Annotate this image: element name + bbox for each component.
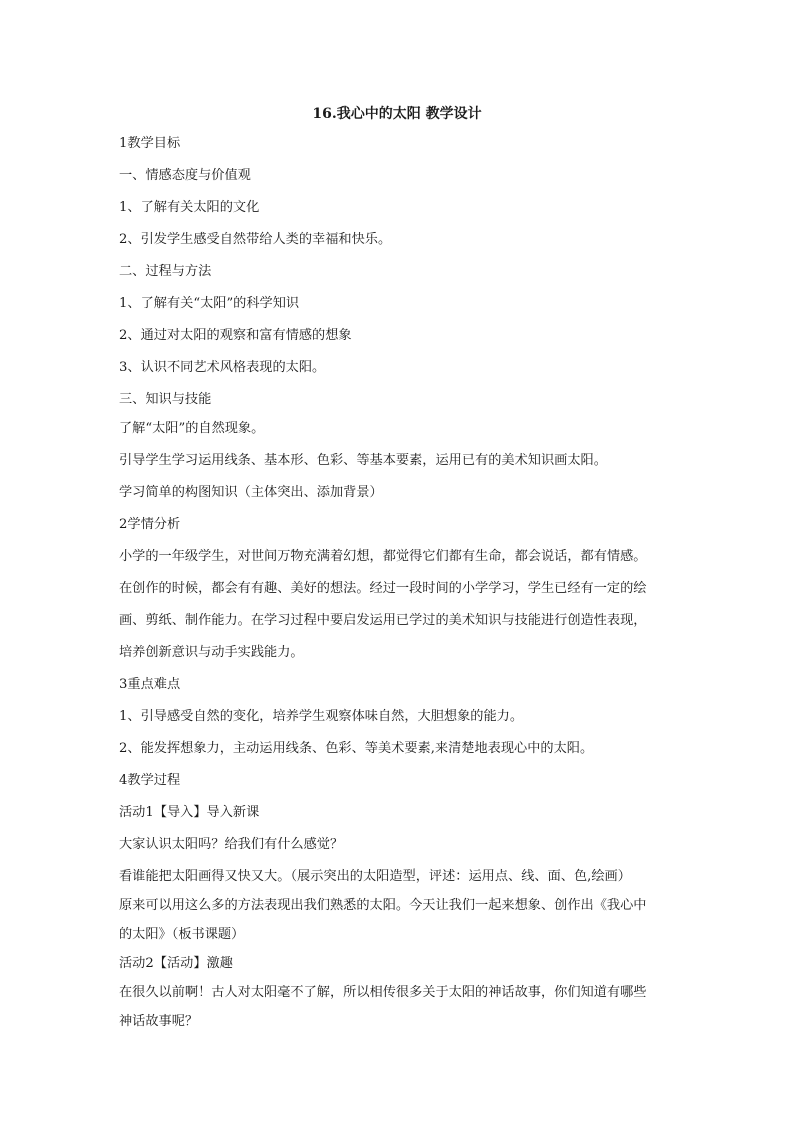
paragraph-line: 引导学生学习运用线条、基本形、色彩、等基本要素，运用已有的美术知识画太阳。	[119, 453, 607, 468]
list-item: 2、引发学生感受自然带给人类的幸福和快乐。	[119, 232, 392, 247]
paragraph-line: 了解“太阳”的自然现象。	[119, 421, 265, 436]
paragraph-line: 小学的一年级学生，对世间万物充满着幻想，都觉得它们都有生命，都会说话，都有情感。	[119, 549, 647, 564]
section-heading-analysis: 2学情分析	[119, 517, 181, 532]
activity-heading: 活动2【活动】激趣	[119, 956, 233, 971]
section-heading-process: 4教学过程	[119, 773, 181, 788]
subheading-knowledge: 三、知识与技能	[119, 392, 212, 407]
list-item: 1、了解有关“太阳”的科学知识	[119, 296, 300, 311]
list-item: 2、通过对太阳的观察和富有情感的想象	[119, 328, 352, 343]
paragraph-line: 看谁能把太阳画得又快又大。（展示突出的太阳造型，评述：运用点、线、面、色,绘画）	[119, 869, 631, 884]
paragraph-line: 学习简单的构图知识（主体突出、添加背景）	[119, 485, 383, 500]
document-title: 16.我心中的太阳 教学设计	[312, 106, 482, 122]
list-item: 2、能发挥想象力，主动运用线条、色彩、等美术要素,来清楚地表现心中的太阳。	[119, 741, 594, 756]
subheading-process: 二、过程与方法	[119, 264, 212, 279]
paragraph-line: 在创作的时候，都会有有趣、美好的想法。经过一段时间的小学学习，学生已经有一定的绘	[119, 581, 647, 596]
paragraph-line: 的太阳》（板书课题）	[119, 927, 245, 942]
subheading-attitude: 一、情感态度与价值观	[119, 168, 251, 183]
activity-heading: 活动1【导入】导入新课	[119, 805, 260, 820]
paragraph-line: 画、剪纸、制作能力。在学习过程中要启发运用已学过的美术知识与技能进行创造性表现，	[119, 613, 647, 628]
paragraph-line: 大家认识太阳吗？给我们有什么感觉？	[119, 837, 344, 852]
section-heading-objectives: 1教学目标	[119, 136, 181, 151]
paragraph-line: 培养创新意识与动手实践能力。	[119, 645, 304, 660]
document-body	[119, 134, 679, 1032]
paragraph-line: 原来可以用这么多的方法表现出我们熟悉的太阳。今天让我们一起来想象、创作出《我心中	[119, 898, 647, 913]
list-item: 1、引导感受自然的变化，培养学生观察体味自然，大胆想象的能力。	[119, 709, 524, 724]
paragraph-line: 在很久以前啊！古人对太阳毫不了解，所以相传很多关于太阳的神话故事，你们知道有哪些	[119, 985, 647, 1000]
paragraph-line: 神话故事呢？	[119, 1014, 199, 1029]
section-heading-key-points: 3重点难点	[119, 677, 181, 692]
list-item: 1、了解有关太阳的文化	[119, 200, 260, 215]
list-item: 3、认识不同艺术风格表现的太阳。	[119, 360, 326, 375]
